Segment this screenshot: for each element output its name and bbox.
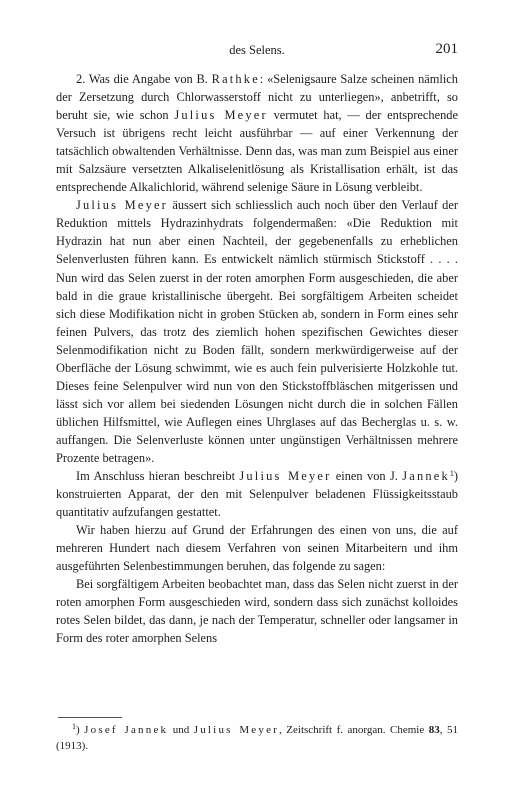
page-header — [56, 42, 458, 60]
author-name: Jannek — [402, 469, 450, 484]
running-title: des Selens. — [229, 43, 285, 57]
author-name: Julius Meyer — [174, 108, 268, 123]
footnote-text: $^1$) Josef Jannek und Julius Meyer, Zeitschrift f. anorgan. Chemie 83, 51 (1913). — [56, 722, 459, 752]
paragraph-4: Wir haben hierzu auf Grund der Erfahrungen des einen von uns, die auf mehreren Hundert nach diesem Verfahren von seinen Mitarbeitern und ihm ausgeführten Selenbestimmungen beruhen, das folgende zu sagen: — [56, 523, 458, 574]
footnote-number: 1 — [72, 722, 76, 731]
paragraph-3: Im Anschluss hieran beschreibt Julius Meyer einen von J. Jannek$^1$) konstruierten Apparat, der den mit Selenpulver beladenen Flüssigkeitsstaub quantitativ aufzufangen gestattet. — [56, 469, 458, 520]
footnote-divider — [58, 717, 122, 718]
author-name: Rathke — [211, 72, 260, 86]
paragraph-1: 2. Was die Angabe von B. Rathke: «Selenigsaure Salze scheinen nämlich der Zersetzung durch Chlorwasserstoff nicht zu unterliegen», anbetrifft, so beruht sie, wie schon Julius Meyer vermutet hat, — der entsprechende Versuch ist übrigens recht leicht ausführbar — auf einer Verkennung der tatsächlich obwaltenden Verhältnisse. Denn das, was man zum Beispiel aus einer mit Salzsäure versetzten Alkaliselenitlösung als Kristallisation erhält, ist das entsprechende Alkalichlorid, während selenige Säure in Lösung verbleibt. — [56, 72, 458, 195]
paragraph-2: Julius Meyer äussert sich schliesslich auch noch über den Verlauf der Reduktion mittels Hydrazinhydrats folgendermaßen: «Die Reduktion mit Hydrazin hat nun aber einen Nachteil, der gegebenenfalls zu erheblichen Selenverlusten führen kann. Es entwickelt nämlich stürmisch Stickstoff . . . . Nun wird das Selen zuerst in der roten amorphen Form ausgeschieden, die aber bald in die graue kristallinische übergeht. Bei sorgfältigem Arbeiten scheidet sich diese Modifikation nicht in groben Stücken ab, sondern in Form eines sehr feinen Pulvers, das trotz des ziemlich hohen spezifischen Gewichtes dieser Selenmodifikation nicht zu Boden fällt, sondern merkwürdigerweise auf der Oberfläche der Lösung schwimmt, wie es auch fein pulverisierte Holzkohle tut. Dieses feine Selenpulver wird nun von den Stickstoffbläschen mitgerissen und lässt sich vor allem bei siedenden Lösungen nicht durch die in solchen Fällen üblichen Hilfsmittel, wie Auflegen eines Uhrglases auf das Becherglas u. s. w. auffangen. Die Selenverluste können unter ungünstigen Verhältnissen mehrere Prozente betragen». — [56, 198, 458, 465]
page-number: 201 — [435, 41, 458, 57]
volume-number: 83 — [428, 724, 440, 736]
author-name: Julius Meyer — [193, 724, 280, 736]
author-name: Julius Meyer — [239, 469, 332, 484]
body-text — [56, 70, 458, 648]
paragraph-5: Bei sorgfältigem Arbeiten beobachtet man, dass das Selen nicht zuerst in der roten amorphen Form ausgeschieden wird, sondern dass sich zunächst kolloides rotes Selen bildet, das dann, je nach der Temperatur, schneller oder langsamer in Form des roter amorphen Selens — [56, 577, 458, 646]
footnote — [56, 723, 458, 754]
author-name: Julius Meyer — [76, 198, 168, 213]
author-name: Josef Jannek — [84, 724, 169, 736]
footnote-marker: 1 — [449, 469, 454, 479]
